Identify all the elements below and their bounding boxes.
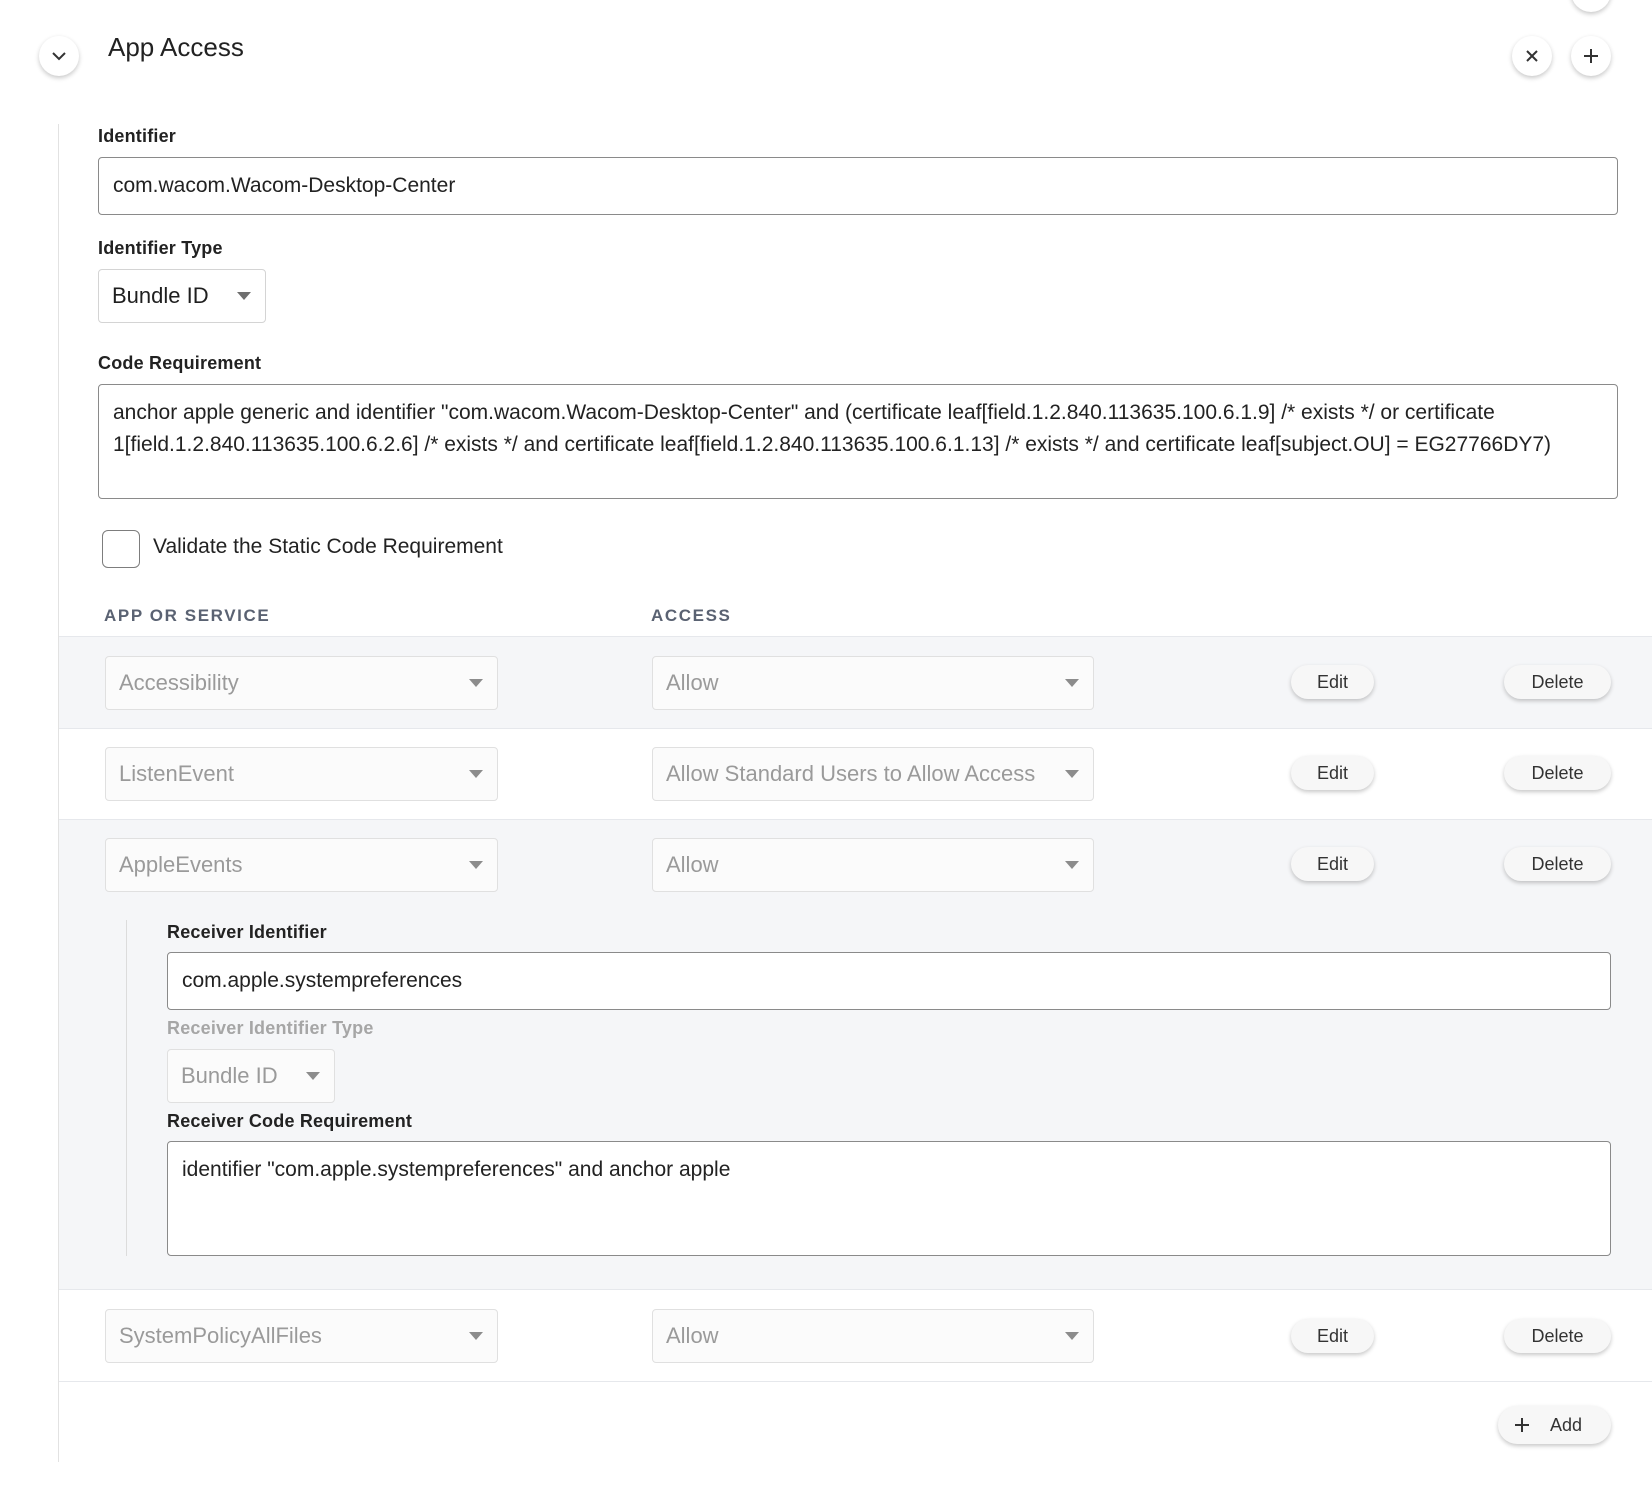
access-select[interactable] [652,838,1094,892]
receiver-left-rule [126,920,127,1256]
caret-down-icon [469,679,483,687]
service-select[interactable] [105,1309,498,1363]
validate-static-label: Validate the Static Code Requirement [153,535,503,558]
identifier-type-label: Identifier Type [98,238,223,258]
edit-button[interactable]: Edit [1291,756,1374,790]
caret-down-icon [1065,679,1079,687]
delete-button[interactable]: Delete [1504,847,1611,881]
code-requirement-field[interactable]: anchor apple generic and identifier "com.wacom.Wacom-Desktop-Center" and (certificate leaf[field.1.2.840.113635.100.6.1.9] /* exists */ or certificate 1[field.1.2.840.113635.100.6.2.6] /* exists */ and certificate leaf[field.1.2.840.113635.100.6.1.13] /* exists */ and certificate leaf[subject.OU] = EG27766DY7) [98,384,1618,499]
service-value: ListenEvent [119,761,234,786]
edit-button[interactable]: Edit [1291,847,1374,881]
access-select[interactable] [652,1309,1094,1363]
access-value: Allow [666,1323,719,1348]
validate-static-checkbox[interactable] [102,530,140,568]
identifier-type-value: Bundle ID [112,283,209,308]
access-value: Allow Standard Users to Allow Access [666,761,1036,786]
caret-down-icon [1065,770,1079,778]
receiver-code-requirement-field[interactable]: identifier "com.apple.systempreferences" and anchor apple [167,1141,1611,1256]
delete-button[interactable]: Delete [1504,665,1611,699]
caret-down-icon [469,1332,483,1340]
caret-down-icon [469,861,483,869]
collapse-button[interactable] [39,36,79,76]
column-header-access: ACCESS [651,606,732,625]
service-select[interactable] [105,656,498,710]
service-value: AppleEvents [119,852,243,877]
receiver-identifier-field[interactable]: com.apple.systempreferences [167,952,1611,1010]
edit-button[interactable]: Edit [1291,665,1374,699]
plus-icon [1514,1417,1530,1433]
identifier-label: Identifier [98,126,177,146]
add-section-button[interactable] [1571,36,1611,76]
code-requirement-label: Code Requirement [98,353,262,373]
service-select[interactable] [105,747,498,801]
receiver-identifier-type-value: Bundle ID [181,1063,278,1088]
caret-down-icon [1065,861,1079,869]
caret-down-icon [306,1072,320,1080]
receiver-code-requirement-label: Receiver Code Requirement [167,1111,413,1131]
caret-down-icon [469,770,483,778]
receiver-identifier-type-label: Receiver Identifier Type [167,1018,374,1038]
identifier-type-select[interactable] [98,269,266,323]
receiver-identifier-label: Receiver Identifier [167,922,327,942]
section-title: App Access [108,32,244,62]
access-select[interactable] [652,747,1094,801]
edit-button[interactable]: Edit [1291,1319,1374,1353]
service-value: Accessibility [119,670,239,695]
plus-icon [1583,48,1599,64]
close-section-button[interactable] [1512,36,1552,76]
identifier-field[interactable]: com.wacom.Wacom-Desktop-Center [98,157,1618,215]
add-button[interactable] [1498,1406,1611,1444]
chevron-down-icon [51,51,67,61]
receiver-identifier-type-select[interactable] [167,1049,335,1103]
caret-down-icon [237,292,251,300]
column-header-service: APP OR SERVICE [104,606,271,625]
service-value: SystemPolicyAllFiles [119,1323,322,1348]
access-value: Allow [666,852,719,877]
service-select[interactable] [105,838,498,892]
caret-down-icon [1065,1332,1079,1340]
delete-button[interactable]: Delete [1504,1319,1611,1353]
partial-top-button[interactable] [1571,0,1611,12]
access-select[interactable] [652,656,1094,710]
delete-button[interactable]: Delete [1504,756,1611,790]
access-value: Allow [666,670,719,695]
add-button-label: Add [1550,1414,1583,1435]
close-icon [1525,49,1539,63]
